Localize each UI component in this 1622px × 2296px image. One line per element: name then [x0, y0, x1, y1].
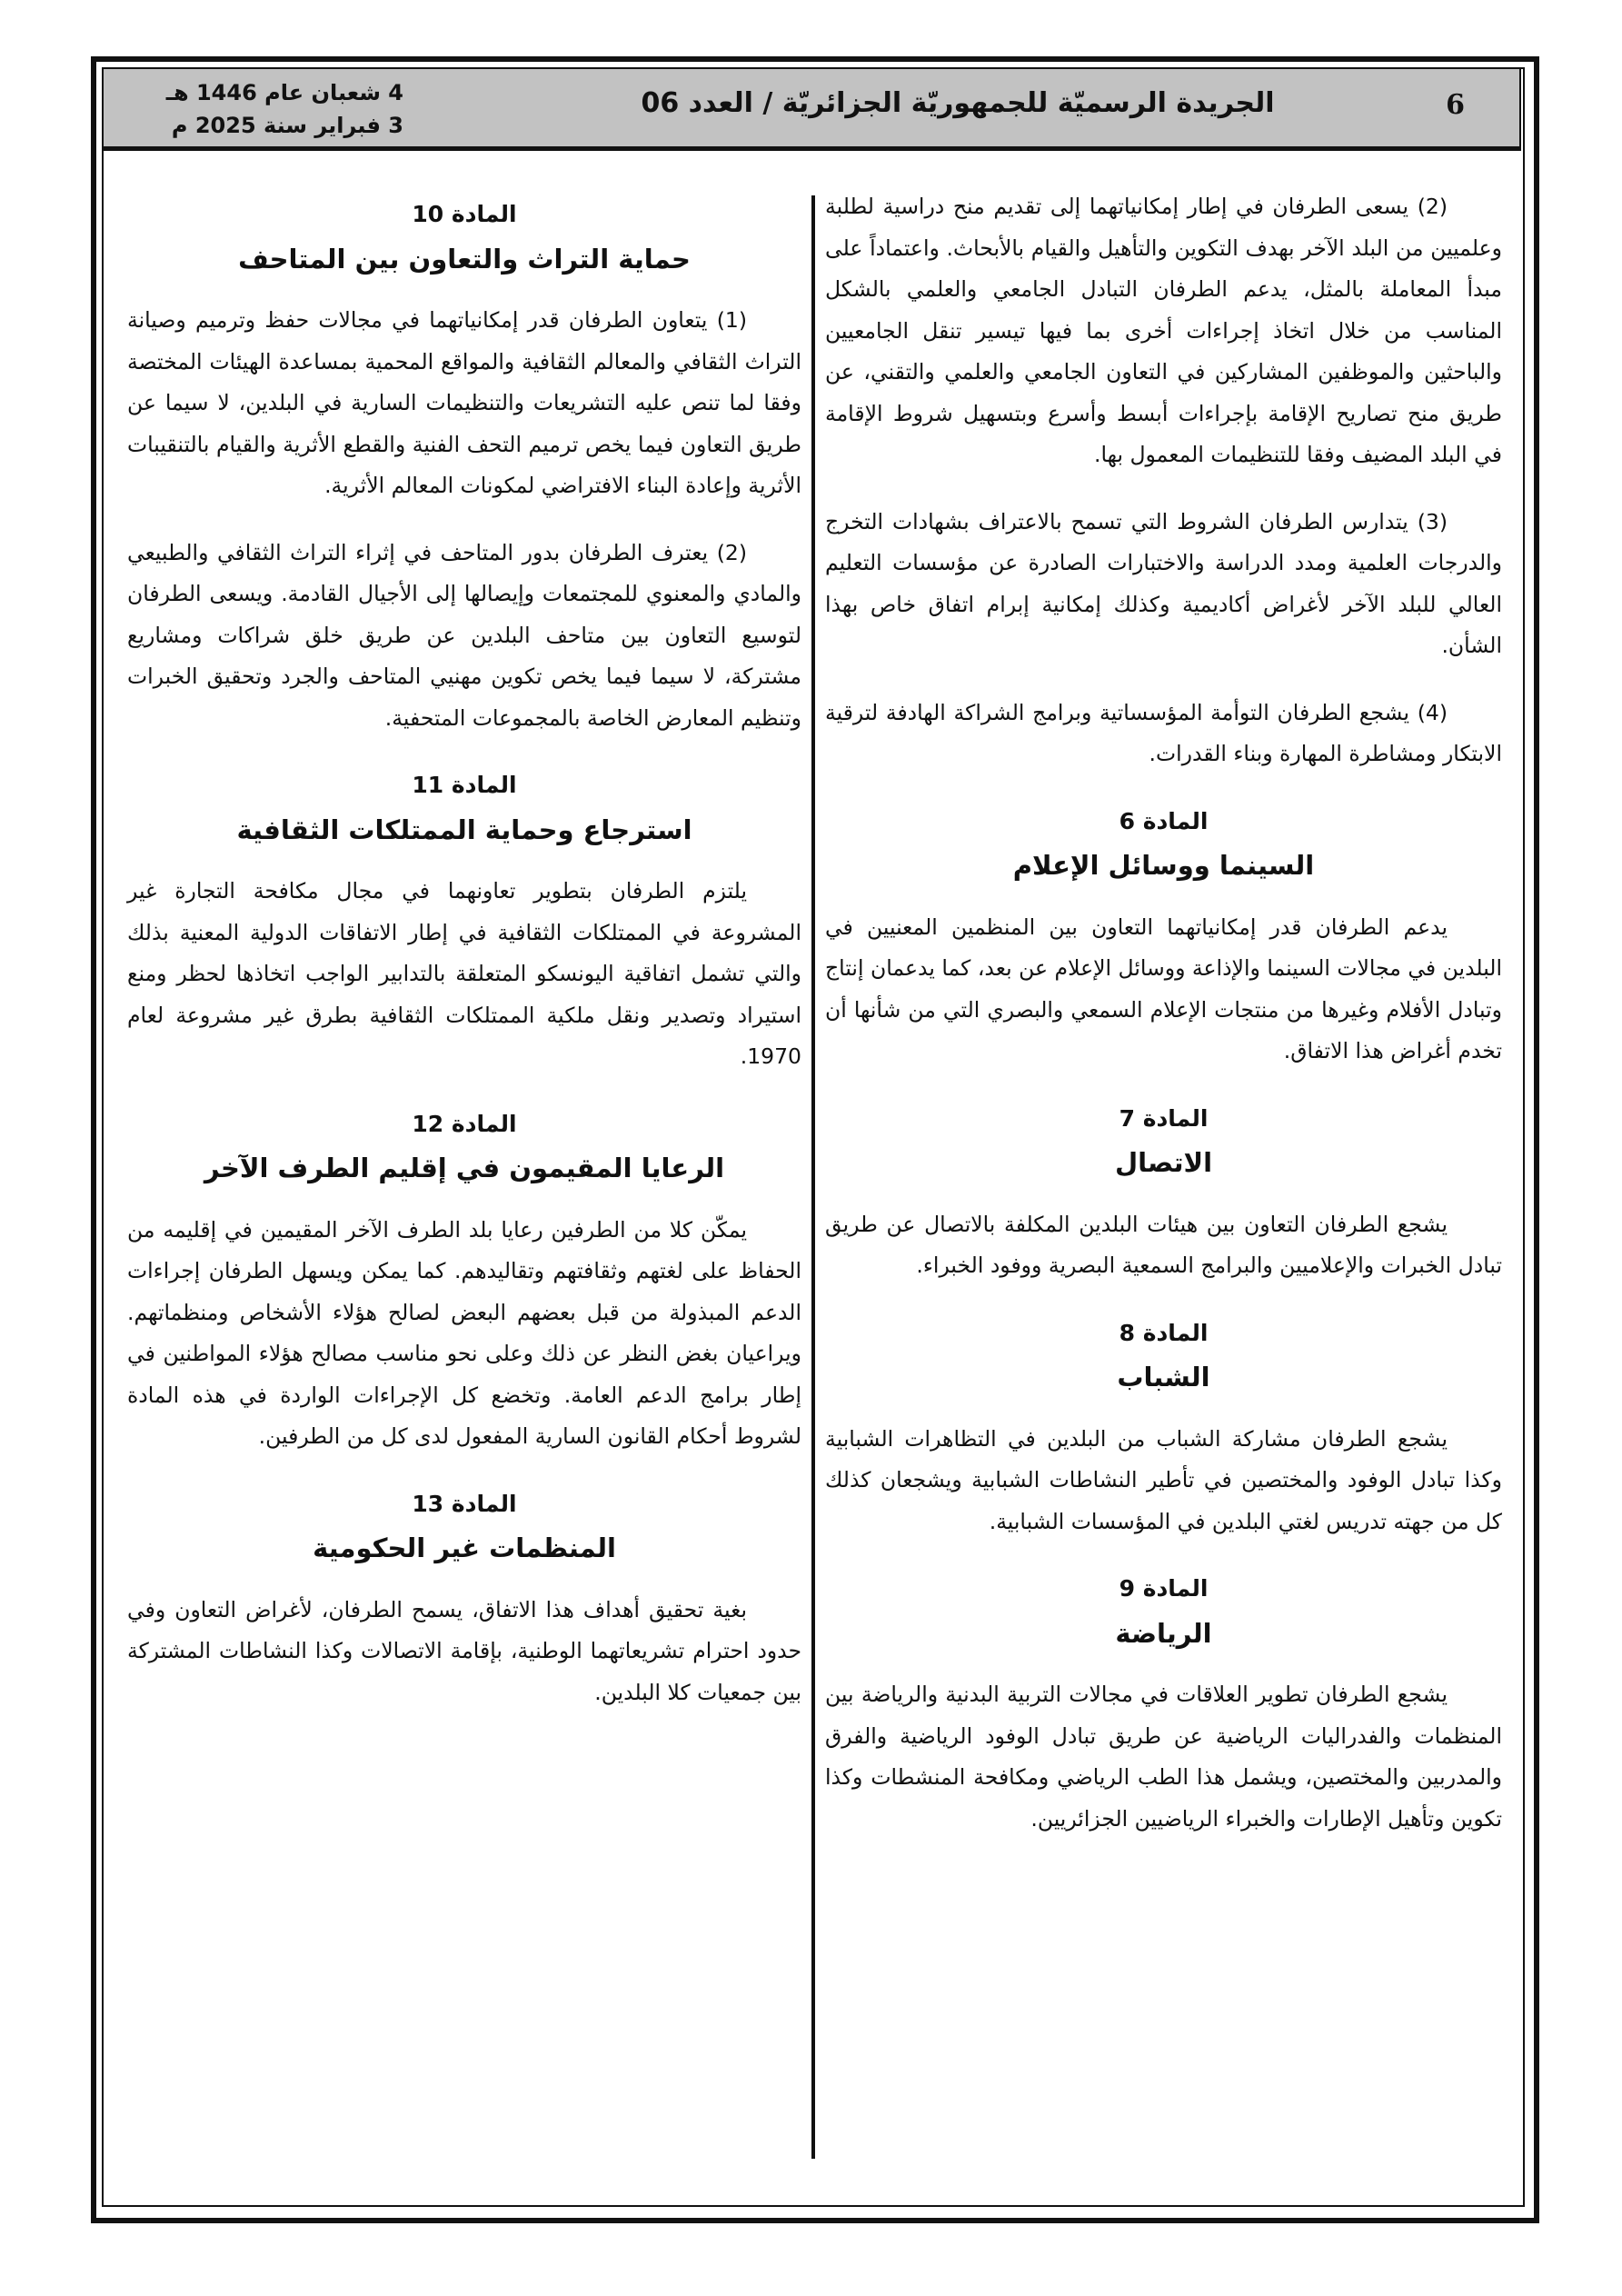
right-column — [825, 186, 1502, 1865]
article-title: الرياضة — [1115, 1617, 1212, 1649]
article-number: المادة 8 — [1119, 1319, 1209, 1346]
paragraph: يشجع الطرفان تطوير العلاقات في مجالات التربية البدنية والرياضة بين المنظمات والفدراليات الرياضية عن طريق تبادل الوفود الرياضية والفرق والمدربين والمختصين، ويشمل هذا الطب الرياضي ومكافحة المنشطات وكذا تكوين وتأهيل الإطارات والخبراء الرياضيين الجزائريين. — [825, 1682, 1502, 1832]
issue-date — [131, 76, 403, 142]
paragraph: يشجع الطرفان التعاون بين هيئات البلدين المكلفة بالاتصال عن طريق تبادل الخبرات والإعلاميين والبرامج السمعية البصرية ووفود الخبراء. — [825, 1211, 1502, 1278]
date-hijri: 4 شعبان عام 1446 هـ — [165, 80, 403, 105]
article-title: حماية التراث والتعاون بين المتاحف — [238, 243, 691, 275]
article-title: المنظمات غير الحكومية — [313, 1532, 616, 1563]
article-title: الاتصال — [1114, 1147, 1213, 1178]
paragraph: بغية تحقيق أهداف هذا الاتفاق، يسمح الطرفان، لأغراض التعاون وفي حدود احترام تشريعاتهما الوطنية، بإقامة الاتصالات وكذا النشاطات المشتركة بين جمعيات كلا البلدين. — [127, 1596, 801, 1705]
page-header — [102, 67, 1521, 151]
left-column — [127, 186, 801, 1739]
article-number: المادة 7 — [1119, 1104, 1209, 1132]
article-number: المادة 9 — [1119, 1575, 1209, 1602]
paragraph: (2) يعترف الطرفان بدور المتاحف في إثراء التراث الثقافي والطبيعي والمادي والمعنوي للمجتمعات وإيصالها إلى الأجيال القادمة. ويسعى الطرفان لتوسيع التعاون بين متاحف البلدين عن طريق خلق شراكات ومشاريع مشتركة، لا سيما فيما يخص تكوين مهنيي المتاحف والجرد وتحقيق الخبرات وتنظيم المعارض الخاصة بالمجموعات المتحفية. — [127, 539, 801, 731]
paragraph: (3) يتدارس الطرفان الشروط التي تسمح بالاعتراف بشهادات التخرج والدرجات العلمية ومدد الدراسة والاختبارات الصادرة عن مؤسسات التعليم العالي للبلد الآخر لأغراض أكاديمية وكذلك إمكانية إبرام اتفاق خاص بهذا الشأن. — [825, 508, 1502, 658]
article-number: المادة 11 — [412, 772, 517, 798]
paragraph: (1) يتعاون الطرفان قدر إمكانياتهما في مجالات حفظ وترميم وصيانة التراث الثقافي والمعالم الثقافية والمواقع المحمية بمساعدة الهيئات المختصة وفقا لما تنص عليه التشريعات والتنظيمات السارية في البلدين، لا سيما عن طريق التعاون فيما يخص ترميم التحف الفنية والقطع الأثرية والقيام بالتنقيبات الأثرية وإعادة البناء الافتراضي لمكونات المعالم الأثرية. — [127, 307, 801, 498]
article-number: المادة 12 — [412, 1110, 517, 1137]
column-divider — [811, 195, 815, 2159]
paragraph: (2) يسعى الطرفان في إطار إمكانياتهما إلى تقديم منح دراسية لطلبة وعلميين من البلد الآخر بهدف التكوين والتأهيل والقيام بالأبحاث. واعتماداً على مبدأ المعاملة بالمثل، يدعم الطرفان التبادل الجامعي والعلمي بالشكل المناسب من خلال اتخاذ إجراءات أخرى بما فيها تيسير تنقل الجامعيين والباحثين والموظفين المشاركين في التعاون الجامعي والعلمي والتقني، عن طريق منح تصاريح الإقامة بإجراءات أبسط وأسرع وبتسهيل شروط الإقامة في البلد المضيف وفقا للتنظيمات المعمول بها. — [825, 194, 1502, 467]
paragraph: يدعم الطرفان قدر إمكانياتهما التعاون بين المنظمين المعنيين في البلدين في مجالات السينما والإذاعة ووسائل الإعلام عن بعد، كما يدعمان إنتاج وتبادل الأفلام وغيرها من منتجات الإعلام السمعي والبصري التي من شأنها أن تخدم أغراض هذا الاتفاق. — [825, 913, 1502, 1063]
article-title: الرعايا المقيمون في إقليم الطرف الآخر — [204, 1153, 725, 1183]
date-gregorian: 3 فبراير سنة 2025 م — [171, 113, 403, 138]
paragraph: يشجع الطرفان مشاركة الشباب من البلدين في التظاهرات الشبابية وكذا تبادل الوفود والمختصين في تأطير النشاطات الشبابية ويشجعان كذلك كل من جهته تدريس لغتي البلدين في المؤسسات الشبابية. — [825, 1425, 1502, 1534]
article-number: المادة 6 — [1119, 807, 1209, 834]
paragraph: يلتزم الطرفان بتطوير تعاونهما في مجال مكافحة التجارة غير المشروعة في الممتلكات الثقافية في إطار الاتفاقات الدولية المعنية بذلك والتي تشمل اتفاقية اليونسكو المتعلقة بالتدابير الواجب اتخاذها لحظر ومنع استيراد وتصدير ونقل ملكية الممتلكات الثقافية بطرق غير مشروعة لعام 1970. — [127, 878, 801, 1069]
article-title: استرجاع وحماية الممتلكات الثقافية — [236, 814, 692, 845]
article-number: المادة 10 — [412, 201, 517, 227]
gazette-title: الجريدة الرسميّة للجمهوريّة الجزائريّة / العدد 06 — [641, 87, 1275, 119]
article-title: السينما ووسائل الإعلام — [1012, 850, 1315, 881]
paragraph: (4) يشجع الطرفان التوأمة المؤسساتية وبرامج الشراكة الهادفة لترقية الابتكار ومشاطرة المهارة وبناء القدرات. — [825, 699, 1502, 766]
paragraph: يمكّن كلا من الطرفين رعايا بلد الطرف الآخر المقيمين في إقليمه من الحفاظ على لغتهم وثقافتهم وتقاليدهم. كما يمكن ويسهل الطرفان إجراءات الدعم المبذولة من قبل بعضهم البعض لصالح هؤلاء الأشخاص ومنظماتهم. ويراعيان بغض النظر عن ذلك وعلى نحو مناسب مصالح هؤلاء المواطنين في إطار برامج الدعم العامة. وتخضع كل الإجراءات الواردة في هذه المادة لشروط أحكام القانون السارية المفعول لدى كل من الطرفين. — [127, 1216, 801, 1449]
page-number: 6 — [1446, 89, 1465, 121]
article-title: الشباب — [1117, 1362, 1210, 1393]
article-number: المادة 13 — [412, 1490, 517, 1517]
